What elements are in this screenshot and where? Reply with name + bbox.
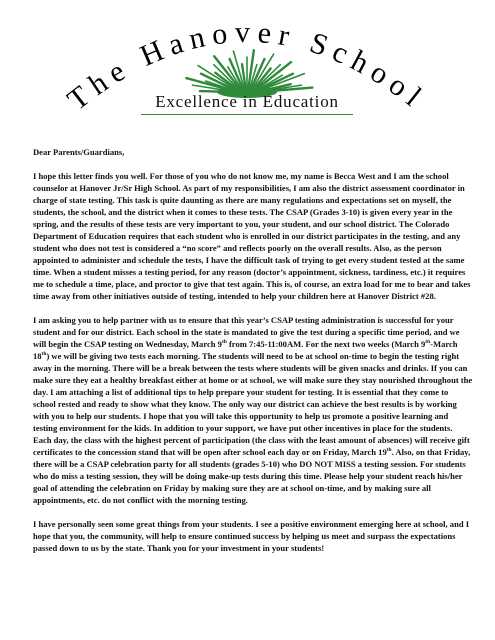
school-name-arc: The Hanover School xyxy=(61,15,433,117)
salutation: Dear Parents/Guardians, xyxy=(33,147,125,157)
ordinal-suffix: th xyxy=(221,339,227,346)
paragraph-closing: I have personally seen some great things from your students. I see a positive environment emerging here at school, and I hope that you, the community, will help to ensure continued success by helping us meet and surpass the expectations passed down to us by the state. Thank you for your investment in your students! xyxy=(33,519,470,553)
paragraph-text: I am asking you to help partner with us to ensure that this year’s CSAP testing administration is successful for your student and for our district. Each school in the state is mandated to give the test during a specific time period, and we will begin the CSAP testing on Wednesday, March 9 xyxy=(33,315,460,349)
tagline-underline xyxy=(141,114,353,115)
letterhead-graphic xyxy=(0,0,495,140)
ordinal-suffix: th xyxy=(386,447,392,454)
letterhead xyxy=(0,0,495,140)
ordinal-suffix: th xyxy=(41,351,47,358)
paragraph-text: ) we will be giving two tests each morning. The students will need to be at school on-time to begin the testing right away in the morning. There will be a break between the tests where students will be given snacks and drinks. If you can make sure they eat a healthy breakfast either at home or at school, we will make sure they stay nourished throughout the day. I am attaching a list of additional tips to help prepare your student for testing. It is essential that they come to school rested and ready to show what they know. The only way our district can achieve the best results is by working with you to help our students. I hope that you will take this opportunity to help us promote a positive learning and testing environment for the kids. In addition to your support, we have put other incentives in place for the students. Each day, the class with the highest percent of participation (the class with the least amount of absences) will receive gift certificates to the concession stand that will be open after school each day or on Friday, March 19 xyxy=(33,351,473,457)
ordinal-suffix: th xyxy=(425,339,431,346)
paragraph-testing-request xyxy=(33,314,473,506)
letter-body xyxy=(33,146,473,566)
paragraph-introduction: I hope this letter finds you well. For those of you who do not know me, my name is Becca West and I am the school counselor at Hanover Jr/Sr High School. As part of my responsibilities, I am also the district assessment coordinator in charge of state testing. This task is quite daunting as there are many regulations and expectations set on myself, the students, the school, and the district when it comes to these tests. The CSAP (Grades 3-10) is given every year in the spring, and the results of these tests are very important to you, your student, and our school district. The Colorado Department of Education requires that each student who is enrolled in our district participates in the testing, and any student who does not test is considered a “no score” and reflects poorly on the overall results. Also, as the person appointed to administer and schedule the tests, I have the difficult task of trying to get every student tested at the same time. When a student misses a testing period, for any reason (doctor’s appointment, sickness, tardiness, etc.) it requires me to schedule a time, place, and proctor to give that test again. This is, of course, an extra load for me to bear and takes time away from other initiatives outside of testing, intended to help your children here at Hanover District #28. xyxy=(33,171,471,301)
paragraph-text: . Also, on that Friday, there will be a CSAP celebration party for all students (grades 5-10) who DO NOT MISS a testing session. For students who do miss a testing session, they will be doing make-up tests during this time. Please help your student reach his/her goal of attending the celebration on Friday by making sure they are at school on-time, and by making sure all appointments, etc. do not conflict with the morning testing. xyxy=(33,447,471,505)
paragraph-text: -March 18 xyxy=(33,339,458,361)
paragraph-text: from 7:45-11:00AM. For the next two weeks (March 9 xyxy=(226,339,426,349)
school-tagline: Excellence in Education xyxy=(155,92,339,111)
green-sunburst-grass-icon xyxy=(186,50,312,98)
